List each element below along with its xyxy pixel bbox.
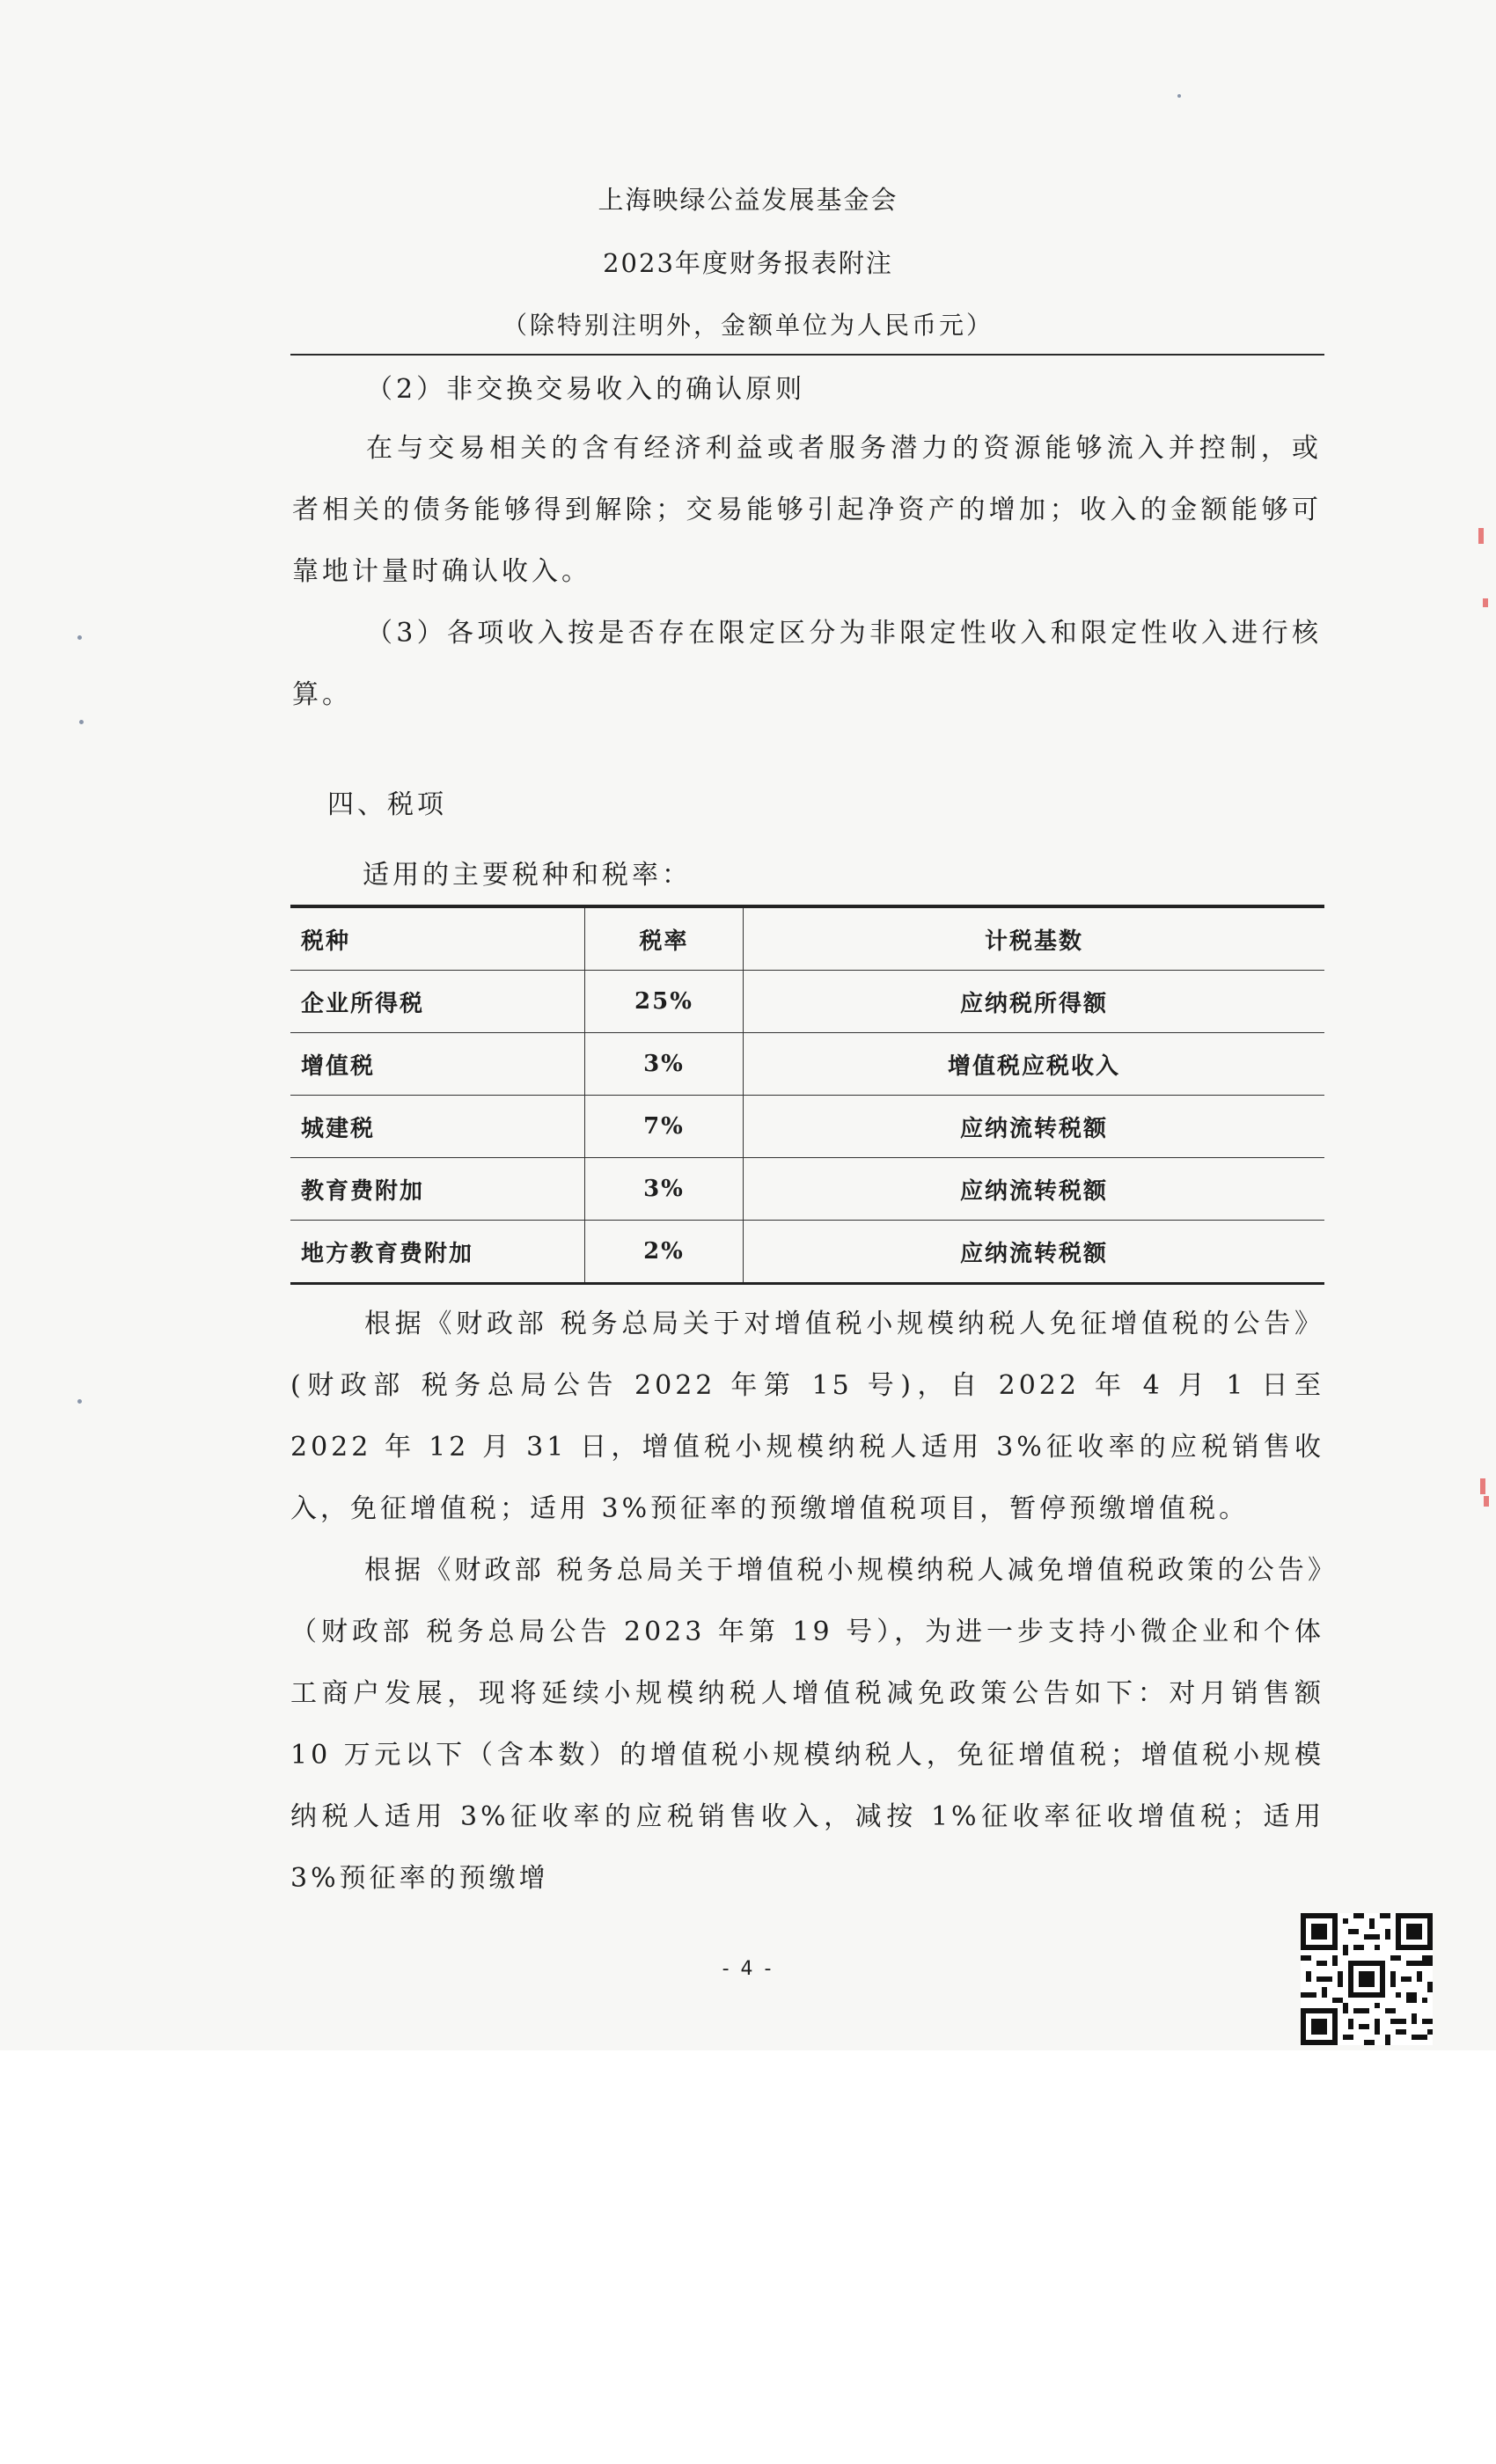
qr-code-icon xyxy=(1301,1913,1433,2045)
edge-stamp-mark xyxy=(1480,1478,1485,1494)
organization-name: 上海映绿公益发展基金会 xyxy=(598,185,898,215)
table-row xyxy=(290,1221,1324,1284)
table-row xyxy=(290,971,1324,1033)
tax-type-cell: 地方教育费附加 xyxy=(290,1221,585,1284)
edge-stamp-mark xyxy=(1478,528,1484,544)
report-title: 2023年度财务报表附注 xyxy=(603,248,893,278)
section-tax-title: 四、税项 xyxy=(327,789,447,820)
edge-stamp-mark xyxy=(1483,598,1488,607)
tax-base-cell: 应纳流转税额 xyxy=(744,1221,1325,1284)
restricted-income-paragraph: （3）各项收入按是否存在限定区分为非限定性收入和限定性收入进行核算。 xyxy=(292,618,1322,710)
scan-speck xyxy=(77,635,82,640)
tax-rate-cell: 3% xyxy=(585,1033,744,1096)
header-tax-type: 税种 xyxy=(290,906,585,971)
tax-base-cell: 应纳税所得额 xyxy=(744,971,1325,1033)
tax-base-cell: 应纳流转税额 xyxy=(744,1096,1325,1158)
blank-area xyxy=(0,2050,1496,2464)
table-row xyxy=(290,1158,1324,1221)
scan-speck xyxy=(77,1399,82,1404)
tax-intro: 适用的主要税种和税率： xyxy=(363,860,692,891)
tax-type-cell: 企业所得税 xyxy=(290,971,585,1033)
vat-exemption-2022-paragraph: 根据《财政部 税务总局关于对增值税小规模纳税人免征增值税的公告》(财政部 税务总局公告 2022 年第 15 号)，自 2022 年 4 月 1 日至 2022 年 12 月 31 日，增值税小规模纳税人适用 3%征收率的应税销售收入，免征增值税；适用 3%预征率的预缴增值税项目，暂停预缴增值税。 xyxy=(290,1309,1324,1524)
tax-rate-cell: 25% xyxy=(585,971,744,1033)
edge-stamp-mark xyxy=(1484,1496,1489,1507)
non-exchange-paragraph: 在与交易相关的含有经济利益或者服务潜力的资源能够流入并控制，或者相关的债务能够得到解除；交易能够引起净资产的增加；收入的金额能够可靠地计量时确认收入。 xyxy=(292,433,1322,587)
header-tax-base: 计税基数 xyxy=(744,906,1325,971)
tax-type-cell: 教育费附加 xyxy=(290,1158,585,1221)
vat-reduction-2023-paragraph: 根据《财政部 税务总局关于增值税小规模纳税人减免增值税政策的公告》（财政部 税务总局公告 2023 年第 19 号），为进一步支持小微企业和个体工商户发展，现将延续小规模纳税人增值税减免政策公告如下：对月销售额 10 万元以下（含本数）的增值税小规模纳税人，免征增值税；增值税小规模纳税人适用 3%征收率的应税销售收入，减按 1%征收率征收增值税；适用 3%预征率的预缴增 xyxy=(290,1555,1324,1894)
tax-rate-cell: 3% xyxy=(585,1158,744,1221)
tax-type-cell: 城建税 xyxy=(290,1096,585,1158)
non-exchange-heading: （2）非交换交易收入的确认原则 xyxy=(366,374,806,405)
header-tax-rate: 税率 xyxy=(585,906,744,971)
header-rule xyxy=(290,354,1324,356)
tax-base-cell: 增值税应税收入 xyxy=(744,1033,1325,1096)
scan-speck xyxy=(1177,94,1181,98)
table-row xyxy=(290,1096,1324,1158)
scan-speck xyxy=(79,720,84,724)
tax-rate-cell: 2% xyxy=(585,1221,744,1284)
table-header-row xyxy=(290,906,1324,971)
tax-type-cell: 增值税 xyxy=(290,1033,585,1096)
page-number: - 4 - xyxy=(722,1958,774,1980)
tax-base-cell: 应纳流转税额 xyxy=(744,1158,1325,1221)
unit-note: （除特别注明外，金额单位为人民币元） xyxy=(502,311,994,340)
tax-rate-cell: 7% xyxy=(585,1096,744,1158)
tax-rate-table xyxy=(290,905,1324,1285)
table-row xyxy=(290,1033,1324,1096)
